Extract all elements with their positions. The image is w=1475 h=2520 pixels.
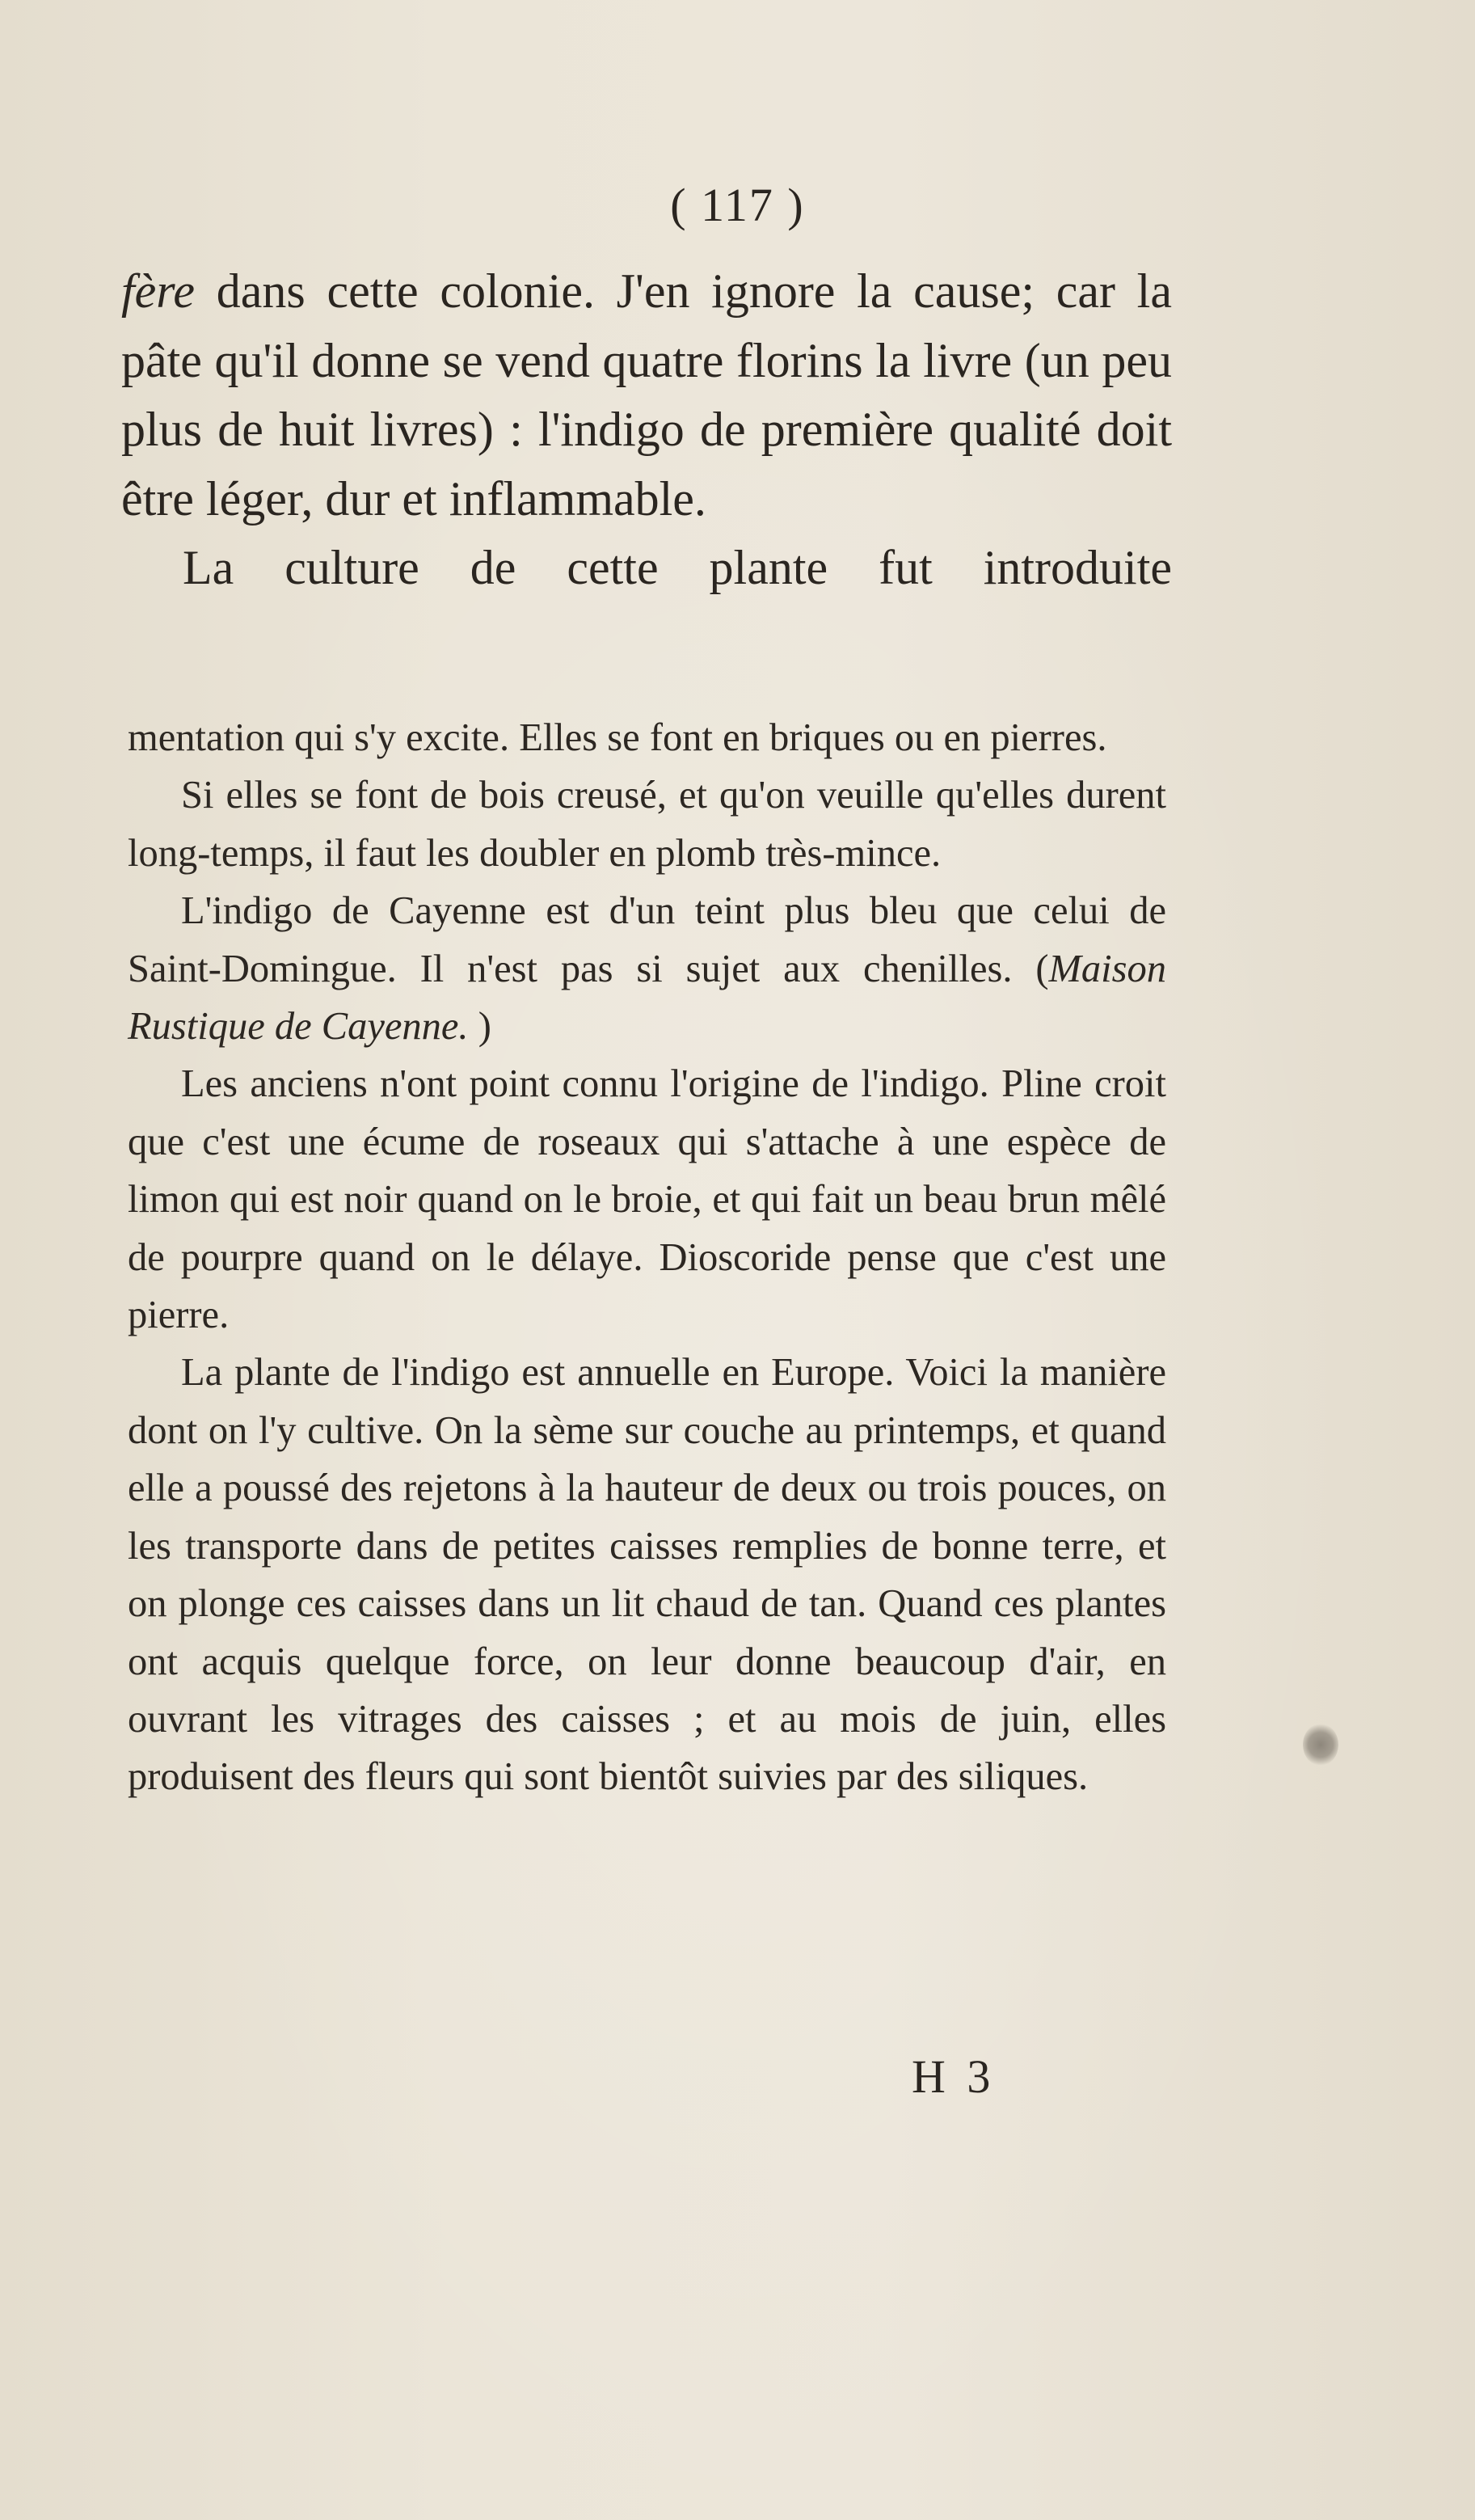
main-paragraph-continuation <box>121 257 1172 534</box>
main-paragraph-culture: La culture de cette plante fut introduite <box>183 541 1172 594</box>
footnote-text <box>128 709 1166 1806</box>
note-paragraph-4: Les anciens n'ont point connu l'origine de l'indigo. Pline croit que c'est une écume de roseaux qui s'attache à une espèce de limon qui est noir quand on le broie, et qui fait un beau brun mêlé de pourpre quand on le délaye. Dioscoride pense que c'est une pierre. <box>128 1062 1166 1337</box>
page-number: ( 117 ) <box>670 179 805 231</box>
note-paragraph-5: La plante de l'indigo est annuelle en Europe. Voici la manière dont on l'y cultive. On la sème sur couche au printemps, et quand elle a poussé des rejetons à la hauteur de deux ou trois pouces, on les transporte dans de petites caisses remplies de bonne terre, et on plonge ces caisses dans un lit chaud de tan. Quand ces plantes ont acquis quelque force, on leur donne beaucoup d'air, en ouvrant les vitrages des caisses ; et au mois de juin, elles produisent des fleurs qui sont bientôt suivies par des siliques. <box>128 1351 1166 1799</box>
note-3-text: L'indigo de Cayenne est d'un teint plus bleu que celui de Saint-Domingue. Il n'est pas si sujet aux chenilles. ( <box>128 889 1166 990</box>
note-3-source: Maison Rustique de Cayenne. <box>128 947 1166 1049</box>
note-paragraph-2: Si elles se font de bois creusé, et qu'on veuille qu'elles durent long-temps, il faut les doubler en plomb très-mince. <box>128 774 1166 875</box>
paper-stain <box>1303 1724 1338 1766</box>
main-text <box>121 257 1172 603</box>
note-paragraph-3 <box>128 882 1166 1055</box>
continuation-word: fère <box>121 264 196 318</box>
note-paragraph-1: mentation qui s'y excite. Elles se font en briques ou en pierres. <box>128 716 1107 759</box>
continuation-text: dans cette colonie. J'en ignore la cause; car la pâte qu'il donne se vend quatre florins la livre (un peu plus de huit livres) : l'indigo de première qualité doit être léger, dur et inflammable. <box>121 264 1172 526</box>
signature-mark: H 3 <box>912 2050 996 2103</box>
note-3-close: ) <box>468 1005 491 1049</box>
